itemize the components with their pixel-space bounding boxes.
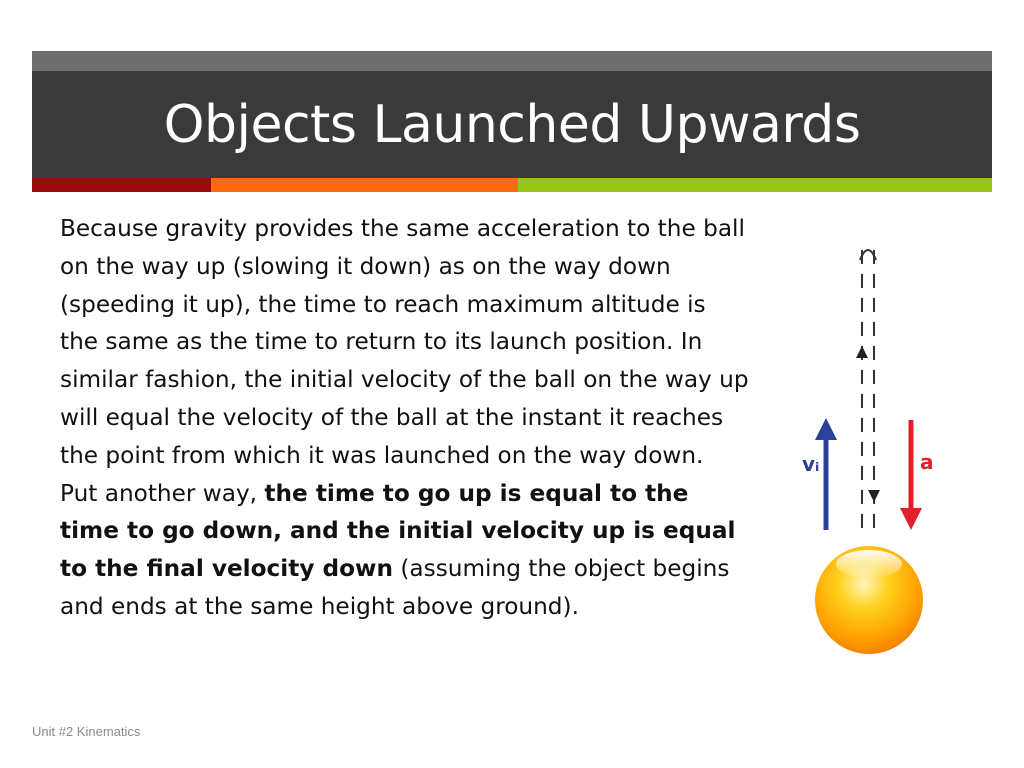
accent-bar-orange xyxy=(211,178,518,192)
footer-text: Unit #2 Kinematics xyxy=(32,724,141,739)
header-top-strip xyxy=(32,51,992,71)
paragraph-2-emphasis: the time to go up is equal to the time to go down, and the initial velocity up is equal to the final velocity down xyxy=(60,479,736,583)
down-arrowhead-icon xyxy=(868,490,880,502)
ball-shine xyxy=(836,550,902,578)
title-bar xyxy=(32,71,992,178)
slide-title: Objects Launched Upwards xyxy=(163,94,861,155)
a-label: a xyxy=(920,450,934,474)
paragraph-2-intro: Put another way, xyxy=(60,479,265,507)
slide-body xyxy=(60,210,750,626)
accent-bar-red xyxy=(32,178,211,192)
paragraph-2 xyxy=(60,475,750,626)
up-arrowhead-icon xyxy=(856,346,868,358)
paragraph-2-end: (assuming the object begins and ends at the same height above ground). xyxy=(60,555,730,620)
vi-label: vᵢ xyxy=(802,452,820,476)
ball-motion-figure xyxy=(790,240,950,660)
accent-bar-green xyxy=(518,178,992,192)
paragraph-1: Because gravity provides the same acceleration to the ball on the way up (slowing it down) as on the way down (speeding it up), the time to reach maximum altitude is the same as the time to return to its launch position. In similar fashion, the initial velocity of the ball on the way up will equal the velocity of the ball at the instant it reaches the point from which it was launched on the way down. xyxy=(60,215,749,469)
vi-arrow-head-icon xyxy=(815,418,837,440)
a-arrow-head-icon xyxy=(900,508,922,530)
